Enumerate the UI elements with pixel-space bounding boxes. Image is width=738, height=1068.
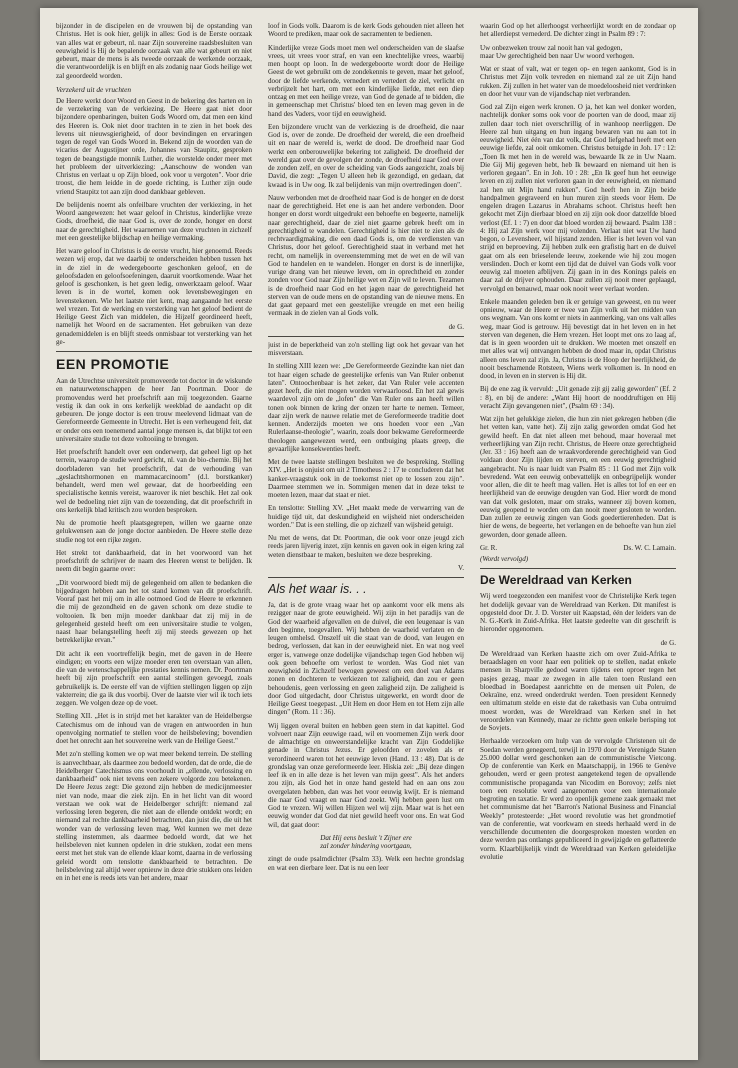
paragraph: juist in de beperktheid van zo'n stelling ligt ook het gevaar van het misverstaan.	[268, 340, 464, 357]
verse-line: zal zonder hindering voortgaan,	[320, 842, 412, 850]
newspaper-page	[40, 8, 698, 1060]
verse-line: Uw onbezweken trouw zal nooit han val gedogen,	[480, 43, 623, 52]
paragraph: loof in Gods volk. Daarom is de kerk Gods gehouden niet alleen het Woord te prediken, maar ook de sacramenten te bedienen.	[268, 22, 464, 39]
paragraph: „Dit voorwoord biedt mij de gelegenheid om allen te bedanken die bijgedragen hebben aan het tot stand komen van dit proefschrift. Vooraf past het mij om in alle ootmoed God de Heere te erkennen die mij de gezondheid en de gaven schonk om deze studie te voltooien. Ik ben mijn moeder dankbaar dat zij mij in de gelegenheid gesteld heeft om een universitaire studie te volgen, naast haar belangstelling heeft zij mij steeds gewezen op het betrekkelijke ervan."	[56, 578, 252, 645]
paragraph: En tenslotte: Stelling XV. „Het maakt mede de verwarring van de huidige tijd uit, dat deskundigheid en wijsheid niet onderscheiden worden." Dat is een stelling, die op zichzelf van wijsheid getuigt.	[268, 504, 464, 529]
paragraph: Enkele maanden geleden ben ik er getuige van geweest, en nu weer opnieuw, waar de Heere er twee van Zijn volk uit het midden van ons wegnam. Van ons komt er niets in aanmerking, van ons valt alles weg, maar God is getrouw. Hij bevestigt dat in het leven en in het sterven van degenen, die Hem vrezen. Het loopt met ons zo laag af, dat is in geen woorden uit te drukken. We moeten met onszelf en met alles wat wij ontvangen hebben de dood maar in, opdat Christus alleen ons leven zal zijn. Ja, Christus is de Hoop der heerlijkheid, de nooit beschamende Rotsteen, Wiens werk volkomen is. In nood en dood, in leven en in sterven is Hij dit.	[480, 297, 676, 380]
paragraph: Stelling XII. „Het is in strijd met het karakter van de Heidelbergse Catechismus om de inhoud van de vragen en antwoorden in hun openvolging normatief te stellen voor de heilsbeleving; bovendien doet het onrecht aan het souvereine werk van de Heilige Geest."	[56, 712, 252, 745]
author-signature: de G.	[448, 322, 464, 331]
paragraph: Kinderlijke vreze Gods moet men wel onderscheiden van de slaafse vrees, uit vrees voor straf, en van een knechtelijke vrees, waarbij men hoopt op loon. In de wedergeboorte wordt door de Heilige Geest de wet gebruikt om de zondekennis te geven, maar het geloof, door de liefde werkende, vernedert en vertedert de ziel, verlicht en verbrijzelt het hart, om met een kinderlijke liefde, met een diep ontzag en met een heilige vreze, van God de genade af te bidden, die in gemeenschap met Christus' bloed ten en leven mag geven in de hand des Vaders, voor tijd en eeuwigheid.	[268, 43, 464, 118]
paragraph: Bij de ene zag ik vervuld: „Uit genade zijt gij zalig geworden" (Ef. 2 : 8), en bij de andere: „Want Hij hoort de nooddruftigen en Hij veracht Zijn gevangenen niet", (Psalm 69 : 34).	[480, 385, 676, 410]
verse-line: maar Uw gerechtigheid ben naar Uw woord verhogen.	[480, 51, 635, 60]
section-divider	[268, 577, 464, 578]
author-initials: Gr. R.	[480, 543, 498, 552]
paragraph: Herhaalde verzoeken om hulp van de vervolgde Christenen uit de Soedan werden genegeerd, terwijl in 1970 door de Verenigde Staten 25.000 dollar werd geschonken aan de communistische Vietcong. Op de conferentie van Kerk en Maatschappij, in 1966 te Genève gehouden, werd er geen protest aangetekend tegen de opvallende communistische propaganda van Nicodim en Borovoy; zelfs niet toen een resolutie werd aangenomen voor een internationale begroting en taxatie. Er werd zo openlijk gemene zaak gemaakt met het communisme dat het "Barron's National Business and Financial Weekly" protesteerde: „Het woord revolutie was het grondmotief van de conferentie, wat voorkwam en steeds herhaald werd in de verschillende documenten die doorgesproken moesten worden en deze werden pas ontlangs gepubliceerd in gewijzigde en geflatteerde vorm. Klaarblijkelijk vindt de Wereldraad van Kerken geleidelijke evolutie	[480, 737, 676, 861]
paragraph: bijzonder in de discipelen en de vrouwen bij de opstanding van Christus. Het is ook hier, gelijk in alles: God is de Eerste oorzaak van alles wat er gebeurt, nl. naar Zijn souvereine raadsbesluiten van eeuwigheid is Hij de bepalende oorzaak van alle wat gebeurt en niet gebeurt, maar de mens is als tweede oorzaak de werkende oorzaak, die verantwoordelijk is en blijft en als zodanig naar Gods heilige wet zal geoordeeld worden.	[56, 22, 252, 80]
paragraph: Het proefschrift handelt over een onderwerp, dat geheel ligt op het terrein, waarop de studie werd gericht, nl. van de bio-chemie. Bij het doorbladeren van het proefschrift, dat de verhouding van „geslachtshormonen en mammacarcinoom" (d.l. borstkanker) behandelt, werd men wel gewaar, dat de hoorbeelding een specialistische kennis vereist, waarover ik niet beschik. Het zal ook wel de bedoeling niet zijn van de toezending, dat dit proefschrift in ons kerkelijk blad kritisch zou worden besproken.	[56, 448, 252, 514]
paragraph: waarin God op het allerhoogst verheerlijkt wordt en de zondaar op het allerdiepst vernederd. De dichter zingt in Psalm 89 : 7:	[480, 22, 676, 39]
article-heading-als-het-waar-is: Als het waar is. . .	[268, 582, 367, 596]
paragraph: Nu de promotie heeft plaatsgegrepen, willen we gaarne onze gelukwensen aan de jonge doctor aanbieden. De Heere stelle deze studie nog tot een rijke zegen.	[56, 519, 252, 544]
paragraph: Ja, dat is de grote vraag waar het op aankomt voor elk mens als rezigger naar de grote eeuwigheid. Wij zijn in het paradijs van de God der waarheid afgevallen en de duivel, die een leugenaar is van den beginne, toegevallen. Wij hebben de waarheid verlaten en de leugen omhelsd. Onszelf uit die staat van de dood, van leugen en bedrog, verlossen, dat kan in der eeuwigheid niet. En wat nog veel erger is, vanwege onze dodelijke vijandschap tegen God hebben wij ook geen behoefte om verlost te worden. Was God niet van eeuwigheid in Zichzelf bewogen geweest om een doel van Adams zonen en dochteren te verkiezen tot zaligheid, dan zou er geen behoudenis, geen verlossing en geen zaligheid zijn. De zaligheid is door God uitgedacht, door Christus uitgewerkt, en wordt door de Heilige Geest toegepast. „Uit Hem en door Hem en tot Hem zijn alle dingen" (Rom. 11 : 36).	[268, 601, 464, 717]
paragraph: Wat er staat of valt, wat er tegen op- en tegen aankomt, God is in Christus met Zijn volk tevreden en niemand zal ze uit Zijn hand rukken. Zij zullen in het water van de moedeloosheid niet verdrinken en door het vuur van de vijandschap niet verbranden.	[480, 65, 676, 98]
paragraph: Dit acht ik een voortreffelijk begin, met de gaven in de Heere eindigen; en voorts een wijze moeder eren ten overstaan van allen, die van de wetenschappelijke prestaties kennis nemen. Dr. Poortman heeft bij zijn proefschrift een aantal stellingen gevoegd, zoals gebruikelijk is. De eerste elf van de vijftien stellingen liggen op zijn vakterrein; die ga ik dus voorbij. Over de laatste vier wil ik toch iets zeggen. We volgen deze op de voet.	[56, 649, 252, 707]
paragraph: De belijdenis noemt als onfeilbare vruchten der verkiezing, in het Woord aangewezen: het waar geloof in Christus, kinderlijke vreze Gods, droefheid, die naar God is, over de zonde, honger en dorst naar de gerechtigheid. Het waarnemen van deze vruchten in zichzelf met een geestelijke blijdschap en heilige vermaking.	[56, 200, 252, 242]
paragraph: Wij liggen overal buiten en hebben geen stem in dat kapittel. God volvoert naar Zijn eeuwige raad, wil en voornemen Zijn werk door de almachtige en onweerstandelijke kracht van Zijn Goddelijke genade in Christus Jezus. Er geloofden er zovelen als er verordineerd waren tot het eeuwige leven (Hand. 13 : 48). Dat is de grondslag van onze gereformeerde leer. Hiskia zei: „Bij deze dingen leef ik en in alle deze is het leven van mijn geest". Als het anders zou zijn, als God het in onze hand gesteld had en aan ons zou overgelaten hebben, dan was het voor eeuwig kwijt. Er is niemand die naar God vraagt en naar God zoekt. Wij hebben geen lust om God te vrezen. Wij willen Hijzen wel wij zijn. Maar wat is het een eeuwig wonder dat God dat niet gewild heeft voor ons. En wat God wil, dat gaat door:	[268, 721, 464, 829]
paragraph: Het ware geloof in Christus is de eerste vrucht, hier genoemd. Reeds wezen wij erop, dat we daarbij te onderscheiden hebben tussen het in de ziel in de wedergeboorte geschonken geloof, en de geloofsdaden en geloofsoefeningen, daaruit voortkomende. Waar het geloof is geschonken, is het geen ledig, onwerkzaam geloof. Waar leven is in de wortel, komen ook levensbewegingen en levenstekenen. Wie het laatste niet kent, mag aangaande het eerste wel vrezen. Tot de werking en versterking van het geloof bedient de Heilige Geest Zich van middelen, die Hijzelf geordineerd heeft, namelijk het Woord en de sacramenten. Het gebruiken van deze genademiddelen is en blijft steeds onmisbaar tot versterking van het ge-	[56, 247, 252, 346]
paragraph: Met de twee laatste stellingen besluiten we de bespreking. Stelling XIV. „Het is onjuist om uit 2 Timotheus 2 : 17 te concluderen dat het kanker-vraagstuk ook in de toekomst niet op te lossen zou zijn". Daarmee stemmen we in. Sommigen menen dat in deze tekst te moeten lezen, maar dat staat er niet.	[268, 458, 464, 499]
paragraph: Wat zijn het gelukkige zielen, die hun zin niet gekregen hebben (die het vetten kan, vatte het). Zij zijn zalig geworden omdat God het gewild heeft. En dat niet alleen met behoud, maar hoveraal met verheerlijking van Zijn recht. Christus, de Heere onze gerechtigheid (Jer. 33 : 16) heeft aan de wraakvorderende gerechtigheid van God voldaan door Zijn lijden en sterven, en een eeuwig gerechtigheid aangebracht. Nu is naar luidt van Psalm 85 : 11 God met Zijn volk bevredend. Wat een eeuwig onbevattelijk en onbegrijpelijk wonder voor allen, die dit te heeft mag vallen. Het is alles tot lof en eer en heerlijkheid van de eeuwige deugden van God. Hier wordt de mond van dat volk gesloten, maar om straks, wanneer zij boven komen, eeuwig geopend te worden om dan nooit meer gesloten te worden. Dan zullen ze eeuwig zingen van Gods goedertierenheden. Dat is hier de wens, de begeerte, het verlangen en de behoefte van hun ziel geworden, door genade alleen.	[480, 415, 676, 539]
article-heading-promotie: EEN PROMOTIE	[56, 356, 170, 372]
paragraph: In stelling XIII lezen we: „De Gereformeerde Gezindte kan niet dan tot haar eigen schade de geestelijke erfenis van Van Ruler onbenut laten". Ontoochenbaar is het zeker, dat Van Ruler vele accenten gezet heeft, die niet mogen worden verwaarloosd. En het zal gewis waardevol zijn om de „lofen" die Van Ruler ons aan heeft willen tonen ook binnen de kring der onzen ter harte te nemen. Temeer, daar zijn werk de nauwe relatie met de Gereformeerde traditie doet kennen. Anderzijds moeten we ons hoeden voor een „Van Rulerlaanse-theologie", waarin, zoals door bekwame Gereformeerde theologen aangewezen werd, een ontbuiging plaats greep, die gevaarlijke konsekwenties heeft.	[268, 362, 464, 453]
continued-note: (Wordt vervolgd)	[480, 555, 529, 563]
author-signature-row	[480, 544, 676, 552]
paragraph: Nauw verbonden met de droefheid naar God is de honger en de dorst naar de gerechtigheid. Het ene is aan het andere verbonden. Door honger en dorst wordt uitgedrukt een behoefte en begeerte, namelijk naar gerechtigheid, daar de ziel niet gaarne gebrek heeft om in gerechtigheid te wandelen. Gerechtigheid is hier niet te zien als de rechtvaardigmaking, die een daad Gods is, om de verdiensten van Christus, door het geloof. Gerechtigheid staat in verband met het recht, om namelijk in overeenstemming met de wet en de wil van God te handelen en te wandelen. Honger en dorst is de innerlijke, vurige drang van het nieuwe leven, om in oprechtheid en zonder zonden voor God naar Zijn heilige wet en Zijn wil te leven. Tezamen is de droefheid naar God en het jagen naar de gerechtigheid het sterven van de oude mens en de opstanding van de nieuwe mens. En dat gaat gepaard met een geestelijke vreugde en met een heilig vermaak in de zielen van al Gods volk.	[268, 193, 464, 318]
column-2	[268, 22, 464, 1052]
article-heading-wereldraad: De Wereldraad van Kerken	[480, 573, 632, 588]
columns	[56, 22, 686, 1052]
author-name: Ds. W. C. Lamain.	[623, 543, 676, 552]
paragraph: Een bijzondere vrucht van de verkiezing is de droefheid, die naar God is, over de zonde. De droefheid der wereld, die een droefheid uit en naar de wereld is, werkt de dood. De droefheid naar God werkt een onberouwelijke bekering tot zaligheid. De droefheid der wereld gaat over de gevolgen der zonde, de droefheid naar God over de zonden zelf, en over de scheiding van Gods aangezicht, zoals bij David, die zegt: „Tegen U alleen heb ik gezondigd, en gedaan, dat kwaad is in Uw oog. Ik zal belijdenis van mijn overtredingen doen".	[268, 122, 464, 189]
paragraph: Met zo'n stelling komen we op wat meer bekend terrein. De stelling is aanvechtbaar, als daarmee zou bedoeld worden, dat de orde, die de Heidelberger Catechismus ons voorhoudt in „ellende, verlossing en dankbaarheid" ook niet tevens een zekere volgorde zou betekenen. De Heere Jezus zegt: Die gezond zijn hebben de medicijnmeester niet van node, maar die ziek zijn. En in het licht van dit woord verstaan we ook wat de Heidelberger schrijft: niemand zal verlossing leren begeren, die niet aan de ellende ontdekt wordt; en niemand zal rechte dankbaarheid betrachten, dan juist die, die uit het wonder van de verlossing leven mag. Wel kunnen we met deze stelling instemmen, als daarmee bedoeld wordt, dat we het heilsbeleven niet kunnen opdelen in drie stukken, zodat een mens eerst met het stuk van de ellende klaar komt, daarna in de verlossing geleid wordt om tenslotte dankbaarheid te betrachten. De heilsbeleving zal altijd weer opnieuw in deze drie stukken ons leiden en in het ene is reeds iets van het andere, maar	[56, 750, 252, 882]
paragraph: Nu met de wens, dat Dr. Poortman, die ook voor onze jeugd zich reeds jaren lijverig inzet, zijn kennis en gaven ook in eigen kring zal weten dienstbaar te maken, besluiten we deze bespreking.	[268, 534, 464, 559]
paragraph: De Heere werkt door Woord en Geest in de bekering des harten en in de verzekering van de verkiezing. De Heere gaat niet door bijzondere openbaringen, buiten Gods Woord om, dat men een kind des Heeren is. Ook niet door trachten in te zien in het boek des levens uit nieuwsgierigheid, of door bevindingen en ervaringen tegen de regel van Gods Woord in. Bekend zijn de woorden van de vicarius der Augustijner orde, Johannes van Staupitz, gesproken tegen de beangstigde monnik Luther, die worstelde onder meer met het probleem der uitverkiezing: „Aanschouw de wonden van Christus en verlaat u op Zijn bloed, ook voor u vergoten". Voor drie troost, die hem leidde in de goede richting, is Luther zijn oude vriend Staupitz tot aan zijn dood dankbaar gebleven.	[56, 96, 252, 196]
paragraph: Aan de Utrechtse universiteit promoveerde tot doctor in de wiskunde en natuurwetenschappen de heer Jan Poortman. Door de promovendus werd het proefschrift aan mij toegezonden. Gaarne vestig ik dan ook in ons kerkelijk weekblad de aandacht op dit gebeuren. De jonge doctor is een trouw meelevend lidmaat van de Gereformeerde Gemeente in Utrecht. Het is een verheugend feit, dat er onder ons een toenemend aantal jonge mensen is, dat blijkt tot een universitaire studie tot deze voltooiing te brengen.	[56, 377, 252, 443]
verse-line: Dat Hij eens besluit 't Zijner ere	[320, 833, 412, 842]
paragraph: Wij werd toegezonden een manifest voor de Christelijke Kerk tegen het dodelijk gevaar van de Wereldraad van Kerken. Dit manifest is opgesteld door Dr. J. D. Vorster uit Kaapstad, één der leiders van de N. G.-Kerk in Zuid-Afrika. Het laatste gedeelte van dit geschrift is hieronder opgenomen.	[480, 592, 676, 634]
paragraph: De Wereldraad van Kerken haastte zich om over Zuid-Afrika te beraadslagen en voor haar een politiek op te stellen, nadat enkele mensen in Sharpville gedood waren tijdens een oproer tegen het pasjes gezag, maar ze zwegen in alle talen toen Rusland een bloedbad in Boedapest aanrichtte en de mensen uit Polen, de Oekraïne, enz. wreed onderdrukt werden. Toen president Kennedy een ultimatum stelde en eiste dat de raketbasis van Cuba ontruimd moest worden, was de Wereldraad van Kerken snel in het veroordelen van Kennedy, maar ze richtte geen enkele berisping tot de Sovjets.	[480, 649, 676, 732]
paragraph: Het strekt tot dankbaarheid, dat in het voorwoord van het proefschrift de schrijver de naam des Heeren wenst te belijden. Ik neem dit begin gaarne over:	[56, 548, 252, 574]
author-signature: de G.	[660, 638, 676, 647]
column-1	[56, 22, 252, 1052]
paragraph: zingt de oude psalmdichter (Psalm 33). Welk een hechte grondslag en wat een dierbare leer. Dat is nu een leer	[268, 855, 464, 872]
section-divider	[480, 568, 676, 569]
paragraph: God zal Zijn eigen werk kronen. O ja, het kan wel donker worden, nachtelijk donker soms ook voor de poorten van de dood, maar zij zullen daar toch niet overschrillig of in wanhoop neerliggen. De Heere zal hun uitgang en hun ingang bewaren van nu aan tot in eeuwigheid. Niet één van dat volk, dat God liefgehad heeft met een eeuwige liefde, zal ooit omkomen. Christus betuigde in Joh. 17 : 12: „Toen Ik met hen in de wereld was, bewaarde Ik ze in Uw Naam. Die Gij Mij gegeven hebt, heb Ik bewaard en niemand uit hen is verloren gegaan". En in Joh. 10 : 28: „En Ik geef hun het eeuwige leven en zij zullen niet verloren gaan in der eeuwigheid, en niemand zal hen uit Mijn hand rukken". God heeft hen in Zijn beide handpalmen gegraveerd en hun muren zijn steeds voor Hem. De engelen dragen Lazarus in Abrahams schoot. Christus heeft hen gekocht met Zijn dierbaar bloed en zij zijn ook door datzelfde bloed verlost (Ef. 1 : 7) en door dat bloed worden zij bewaard. Psalm 138 : 4: Hij zal Zijn werk voor mij volenden. Verlaat niet wat Uw hand begon, o Levensheer, wil hijstand zenden. Hier is het leven vol van strijd en beproeving. Zij hebben zulk een grafistig hart en de duivel gaat om als een brieselende leeuw, zoekende wie hij zou mogen verslinden. Doch er komt een tijd dat de duivel van Gods volk voor eeuwig zal moeten afblijven. Zij gaan in in des Konings paleis en daar zal de drijver ophouden. Daar zullen zij nooit meer geplaagd, vervolgd en benauwd, maar ook nooit weer verlaat worden.	[480, 103, 676, 293]
section-divider	[56, 351, 252, 352]
subheading: Verzekerd uit de vruchten	[56, 84, 132, 94]
column-3	[480, 22, 676, 1052]
section-divider	[268, 336, 464, 337]
author-signature: V.	[458, 563, 464, 572]
